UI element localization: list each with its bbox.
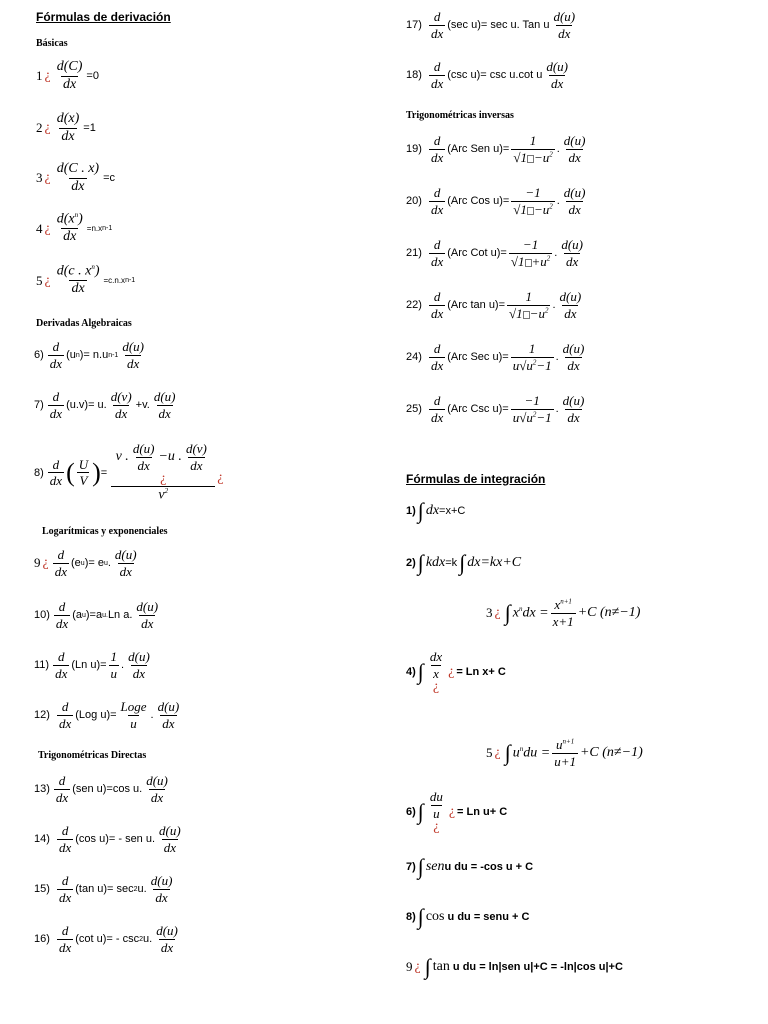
integral-3: 3 ¿ ∫ $x^ndx$ = $\frac{x^{n+1}}{x+1}$ +C (n≠−1) xyxy=(486,597,641,629)
formula-3: 3 ¿ $\frac{d(C . x)}{dx}$ =c xyxy=(36,161,116,194)
formula-14: 14) $\frac{d}{dx}$ (cos u)= - sen u. $\frac{d(u)}{dx}$ xyxy=(34,823,181,855)
formula-5: 5 ¿ $\frac{d(c . x^n)}{dx}$ =c.n.x n-1 xyxy=(36,263,136,297)
formula-2: 2 ¿ $\frac{d(x)}{dx}$ =1 xyxy=(36,111,96,144)
formula-9: 9 ¿ $\frac{d}{dx}$ (e u )= e u . $\frac{d(u)}{dx}$ xyxy=(34,547,137,579)
title-integracion: Fórmulas de integración xyxy=(406,472,546,486)
integral-7: 7) ∫ sen u du = -cos u + C xyxy=(406,854,534,879)
integral-1: 1) ∫ dx =x+C xyxy=(406,498,466,523)
formula-4: 4 ¿ $\frac{d(x^n)}{dx}$ =n.x n-1 xyxy=(36,211,113,245)
integral-8: 8) ∫ cos u du = senu + C xyxy=(406,904,530,929)
formula-10: 10) $\frac{d}{dx}$ (a u )=a u. Ln a. $\frac{d(u)}{dx}$ xyxy=(34,599,159,631)
formula-17: 17) $\frac{d}{dx}$ (sec u)= sec u. Tan u $\frac{d(u)}{dx}$ xyxy=(406,9,576,41)
formula-13: 13) $\frac{d}{dx}$ (sen u)=cos u. $\frac{d(u)}{dx}$ xyxy=(34,773,168,805)
formula-12: 12) $\frac{d}{dx}$ (Log u)= $\frac{\text{Loge}}{u}$ . $\frac{d(u)}{dx}$ xyxy=(34,699,180,731)
formula-20: 20) $\frac{d}{dx}$ (Arc Cos u)= $\frac{-1}{√1 -u^2}$ . $\frac{d(u)}{dx}$ xyxy=(406,185,586,217)
heading-logaritmicas: Logarítmicas y exponenciales xyxy=(42,526,168,537)
formula-6: 6) $\frac{d}{dx}$ (u n )= n.u n-1 $\frac{d(u)}{dx}$ xyxy=(34,339,144,371)
formula-22: 22) $\frac{d}{dx}$ (Arc tan u)= $\frac{1}{√1 -u^2}$ . $\frac{d(u)}{dx}$ xyxy=(406,289,582,321)
formula-11: 11) $\frac{d}{dx}$ (Ln u)= $\frac{1}{u}$ . $\frac{d(u)}{dx}$ xyxy=(34,649,150,681)
formula-1: 1 ¿ $\frac{d(C)}{dx}$ =0 xyxy=(36,59,99,92)
formula-8: 8) $\frac{d}{dx}$ ( $\frac{U}{V}$ ) = v . $\frac{d(u)}{dx}$ −u . $\frac{d(v)}{dx}$ ¿ $v^2$ ¿ xyxy=(34,441,224,503)
formula-18: 18) $\frac{d}{dx}$ (csc u)= csc u.cot u $\frac{d(u)}{dx}$ xyxy=(406,59,568,91)
formula-19: 19) $\frac{d}{dx}$ (Arc Sen u)= $\frac{1}{√1 -u^2}$ . $\frac{d(u)}{dx}$ xyxy=(406,133,586,165)
title-derivacion: Fórmulas de derivación xyxy=(36,10,171,24)
formula-7: 7) $\frac{d}{dx}$ (u.v)= u. $\frac{d(v)}{dx}$ +v. $\frac{d(u)}{dx}$ xyxy=(34,389,176,421)
formula-16: 16) $\frac{d}{dx}$ (cot u)= - csc 2 u. $\frac{d(u)}{dx}$ xyxy=(34,923,178,955)
integral-6: 6) ∫ $\frac{du}{u}$ ¿ ¿ = Ln u+ C xyxy=(406,789,508,835)
formula-15: 15) $\frac{d}{dx}$ (tan u)= sec 2 u. $\frac{d(u)}{dx}$ xyxy=(34,873,173,905)
formula-21: 21) $\frac{d}{dx}$ (Arc Cot u)= $\frac{-1}{√1 +u^2}$ . $\frac{d(u)}{dx}$ xyxy=(406,237,584,269)
integral-9: 9 ¿ ∫ tan u du = ln|sen u|+C = -ln|cos u|+C xyxy=(406,954,623,979)
formula-24: 24) $\frac{d}{dx}$ (Arc Sec u)= $\frac{1}{u√u^2-1}$ . $\frac{d(u)}{dx}$ xyxy=(406,341,585,373)
integral-2: 2) ∫ kdx =k ∫ dx =kx+C xyxy=(406,550,522,575)
formula-25: 25) $\frac{d}{dx}$ (Arc Csc u)= $\frac{-1}{u√u^2-1}$ . $\frac{d(u)}{dx}$ xyxy=(406,393,585,425)
integral-4: 4) ∫ $\frac{dx}{x}$ ¿ ¿ = Ln x+ C xyxy=(406,649,506,695)
heading-basicas: Básicas xyxy=(36,38,68,49)
heading-trig-directas: Trigonométricas Directas xyxy=(38,750,147,761)
heading-trig-inversas: Trigonométricas inversas xyxy=(406,110,514,121)
integral-5: 5 ¿ ∫ $u^ndu$ = $\frac{u^{n+1}}{u+1}$ +C (n≠−1) xyxy=(486,737,643,769)
heading-algebraicas: Derivadas Algebraicas xyxy=(36,318,132,329)
